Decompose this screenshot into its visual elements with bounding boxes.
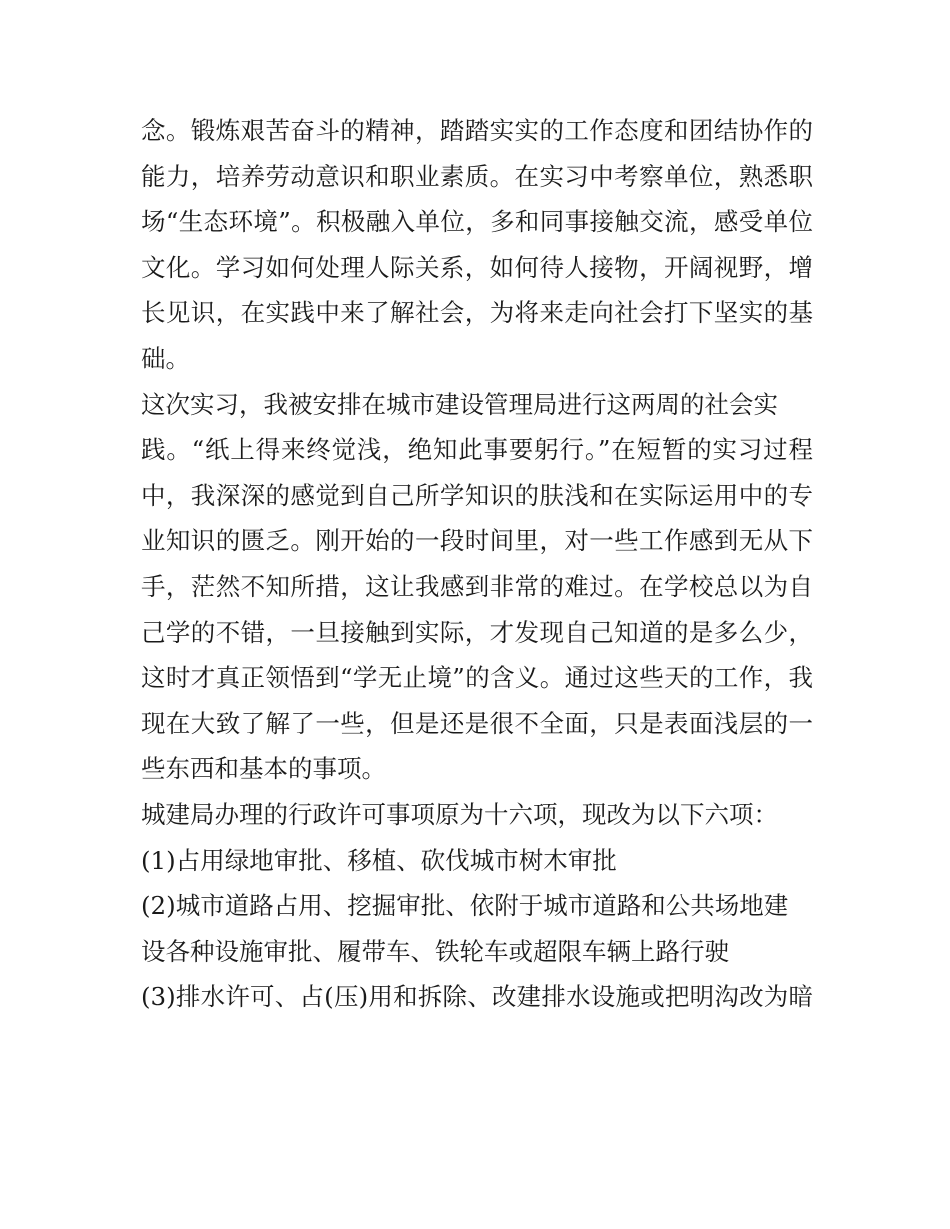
text-line: 中，我深深的感觉到自己所学知识的肤浅和在实际运用中的专 <box>141 480 813 510</box>
text-line: 践。“纸上得来终觉浅，绝知此事要躬行。”在短暂的实习过程 <box>141 435 813 465</box>
text-line: 手，茫然不知所措，这让我感到非常的难过。在学校总以为自 <box>141 571 813 601</box>
text-line: (3)排水许可、占(压)用和拆除、改建排水设施或把明沟改为暗 <box>141 982 813 1012</box>
text-line: 场“生态环境”。积极融入单位，多和同事接触交流，感受单位 <box>141 207 813 237</box>
text-line: (1)占用绿地审批、移植、砍伐城市树木审批 <box>141 845 617 875</box>
text-line: 设各种设施审批、履带车、铁轮车或超限车辆上路行驶 <box>141 936 729 966</box>
text-line: 现在大致了解了一些，但是还是很不全面，只是表面浅层的一 <box>141 708 813 738</box>
text-line: 业知识的匮乏。刚开始的一段时间里，对一些工作感到无从下 <box>141 526 813 556</box>
text-line: 己学的不错，一旦接触到实际，才发现自己知道的是多么少， <box>141 617 813 647</box>
text-line: 这次实习，我被安排在城市建设管理局进行这两周的社会实 <box>141 389 778 419</box>
text-line: 城建局办理的行政许可事项原为十六项，现改为以下六项： <box>141 799 778 829</box>
text-line: 文化。学习如何处理人际关系，如何待人接物，开阔视野，增 <box>141 252 813 282</box>
text-line: 念。锻炼艰苦奋斗的精神，踏踏实实的工作态度和团结协作的 <box>141 116 813 145</box>
text-line: (2)城市道路占用、挖掘审批、依附于城市道路和公共场地建 <box>141 891 789 921</box>
text-line: 长见识，在实践中来了解社会，为将来走向社会打下坚实的基 <box>141 298 813 328</box>
text-line: 这时才真正领悟到“学无止境”的含义。通过这些天的工作，我 <box>141 663 813 693</box>
text-line: 能力，培养劳动意识和职业素质。在实习中考察单位，熟悉职 <box>141 161 813 191</box>
text-line: 些东西和基本的事项。 <box>141 754 386 784</box>
text-line: 础。 <box>141 343 190 373</box>
document-body <box>141 108 813 1020</box>
